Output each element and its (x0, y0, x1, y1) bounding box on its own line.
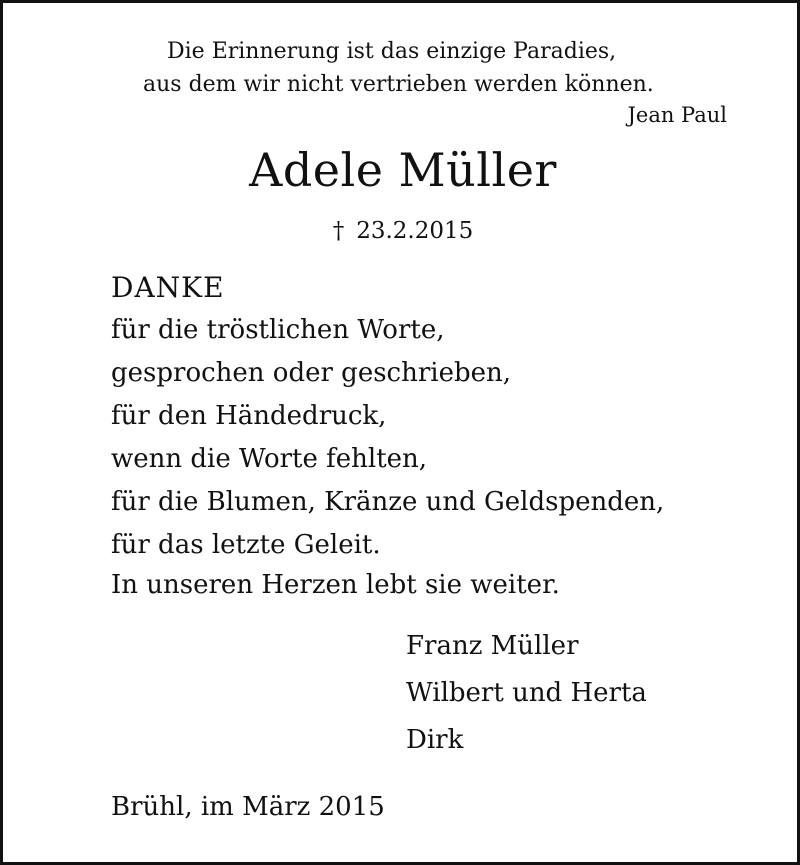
death-date-line (3, 211, 800, 251)
deceased-name: Adele Müller (249, 143, 557, 197)
death-date: 23.2.2015 (356, 218, 474, 244)
quote-line-2: aus dem wir nicht vertrieben werden können. (143, 72, 654, 97)
thanks-line: gesprochen oder geschrieben, (111, 358, 512, 388)
quote-author: Jean Paul (627, 103, 727, 127)
place-and-date: Brühl, im März 2015 (111, 792, 385, 822)
thanks-line: für die tröstlichen Worte, (111, 315, 445, 345)
thanks-line: wenn die Worte fehlten, (111, 444, 428, 474)
thanks-lines (111, 309, 664, 567)
signer-name: Franz Müller (406, 631, 579, 661)
thanks-heading: DANKE (111, 271, 225, 304)
signers-list (406, 623, 647, 764)
closing-line: In unseren Herzen lebt sie weiter. (111, 570, 560, 600)
cross-icon: † (332, 218, 345, 244)
thanks-line: für den Händedruck, (111, 401, 387, 431)
thanks-line: für die Blumen, Kränze und Geldspenden, (111, 487, 665, 517)
epigraph-quote (143, 35, 727, 129)
thanks-line: für das letzte Geleit. (111, 530, 381, 560)
signer-name: Wilbert und Herta (406, 678, 647, 708)
signer-name: Dirk (406, 725, 464, 755)
quote-line-1: Die Erinnerung ist das einzige Paradies, (167, 39, 617, 64)
